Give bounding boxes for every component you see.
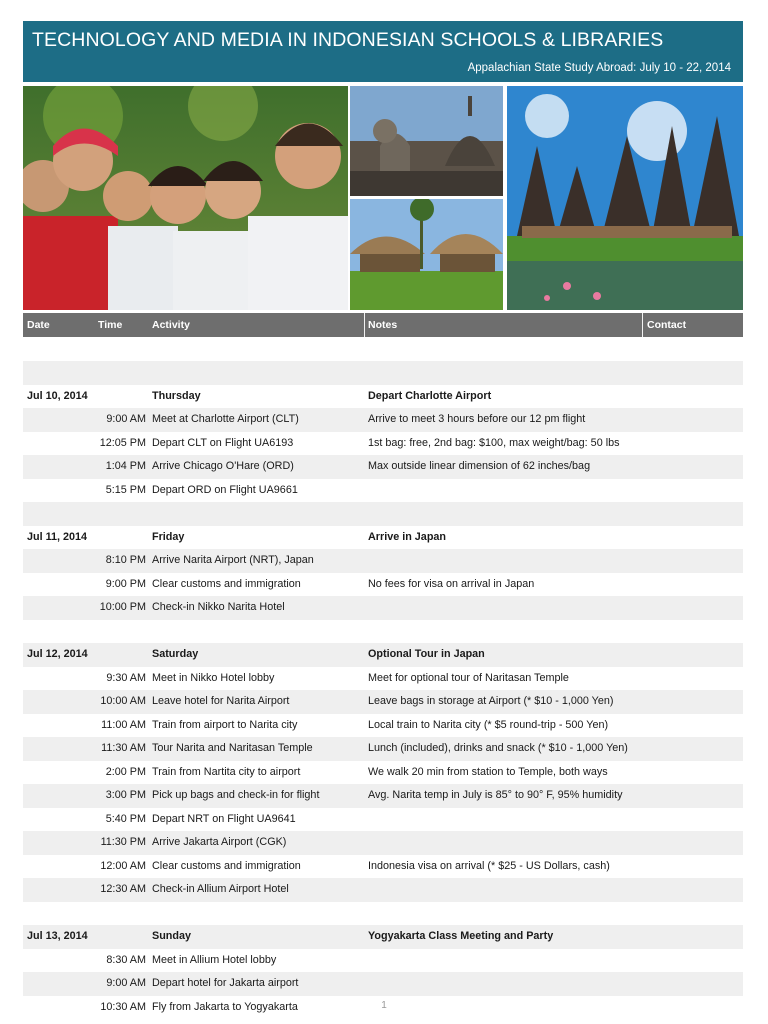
row-time: 2:00 PM [105,765,146,778]
table-row [23,408,743,432]
header-notes: Notes [368,319,398,331]
row-time: 12:00 AM [100,859,146,872]
group-of-children-photo [23,86,348,310]
document-subtitle: Appalachian State Study Abroad: July 10 - 22, 2014 [467,62,731,74]
header-contact: Contact [647,319,687,331]
row-time: 11:00 AM [101,718,146,731]
table-row [23,596,743,620]
row-note: No fees for visa on arrival in Japan [368,577,535,590]
table-row [23,949,743,973]
row-note: Leave bags in storage at Airport (* $10 - 1,000 Yen) [368,695,614,707]
table-row-day [23,643,743,667]
row-time: 5:40 PM [105,812,146,825]
table-row [23,855,743,879]
row-activity: Depart hotel for Jakarta airport [152,977,299,989]
table-row [23,690,743,714]
row-note: We walk 20 min from station to Temple, both ways [368,765,608,778]
table-row [23,573,743,597]
table-row [23,831,743,855]
row-time: 9:00 AM [106,977,146,989]
row-activity: Check-in Nikko Narita Hotel [152,601,285,613]
row-time: 5:15 PM [105,483,146,496]
table-row [23,737,743,761]
table-row-spacer [23,902,743,926]
table-row-day [23,925,743,949]
header-divider [642,313,643,337]
title-banner [23,21,743,82]
row-time: 10:00 PM [99,601,146,613]
header-time: Time [98,319,123,331]
row-note: Local train to Narita city (* $5 round-trip - 500 Yen) [368,718,609,731]
row-note: Lunch (included), drinks and snack (* $10 - 1,000 Yen) [368,742,628,754]
row-note: Indonesia visa on arrival (* $25 - US Dollars, cash) [368,859,610,872]
row-activity: Depart ORD on Flight UA9661 [152,483,298,496]
row-time: 9:00 PM [105,577,146,590]
row-activity: Fly from Jakarta to Yogyakarta [152,1000,298,1013]
row-day-note: Depart Charlotte Airport [368,389,492,402]
row-time: 11:30 PM [100,836,146,848]
document-title: TECHNOLOGY AND MEDIA IN INDONESIAN SCHOOLS & LIBRARIES [32,29,664,51]
table-row [23,432,743,456]
row-activity: Arrive Jakarta Airport (CGK) [152,836,287,848]
table-row [23,455,743,479]
row-activity: Depart CLT on Flight UA6193 [152,436,294,449]
row-time: 8:10 PM [105,554,146,566]
row-activity: Clear customs and immigration [152,577,301,590]
row-activity: Train from Nartita city to airport [152,765,301,778]
borobudur-stupa-photo [350,86,503,196]
itinerary-table [23,361,743,1019]
row-day: Friday [152,530,185,543]
row-date: Jul 12, 2014 [27,648,88,660]
row-time: 8:30 AM [106,953,146,966]
row-time: 1:04 PM [105,460,146,472]
table-row-spacer [23,502,743,526]
row-activity: Tour Narita and Naritasan Temple [152,742,313,754]
row-date: Jul 10, 2014 [27,389,88,402]
table-row-day [23,385,743,409]
thatched-huts-photo [350,199,503,310]
table-row [23,714,743,738]
table-row-spacer [23,620,743,644]
row-activity: Leave hotel for Narita Airport [152,695,290,707]
row-day-note: Yogyakarta Class Meeting and Party [368,930,554,942]
row-date: Jul 11, 2014 [27,530,88,543]
row-activity: Meet in Nikko Hotel lobby [152,671,275,684]
row-date: Jul 13, 2014 [27,930,88,942]
table-header [23,313,743,337]
table-row [23,667,743,691]
row-activity: Arrive Narita Airport (NRT), Japan [152,554,314,566]
row-activity: Arrive Chicago O'Hare (ORD) [152,460,294,472]
row-note: Meet for optional tour of Naritasan Temple [368,671,569,684]
table-row [23,808,743,832]
page-number: 1 [381,1000,387,1011]
table-row [23,784,743,808]
row-activity: Meet in Allium Hotel lobby [152,953,277,966]
row-day: Sunday [152,930,191,942]
table-row [23,972,743,996]
row-note: 1st bag: free, 2nd bag: $100, max weight/bag: 50 lbs [368,436,620,449]
row-note: Avg. Narita temp in July is 85° to 90° F, 95% humidity [368,789,623,801]
row-note: Arrive to meet 3 hours before our 12 pm flight [368,413,586,425]
header-divider [364,313,365,337]
row-note: Max outside linear dimension of 62 inches/bag [368,460,591,472]
header-date: Date [27,319,50,331]
row-time: 12:05 PM [99,436,146,449]
row-time: 10:30 AM [100,1000,146,1013]
row-day-note: Optional Tour in Japan [368,648,485,660]
bali-temple-pagodas-photo [507,86,743,310]
row-time: 9:00 AM [106,413,146,425]
row-activity: Train from airport to Narita city [152,718,298,731]
row-activity: Clear customs and immigration [152,859,301,872]
row-day: Saturday [152,648,199,660]
row-time: 3:00 PM [105,789,146,801]
row-time: 12:30 AM [100,883,146,895]
row-day-note: Arrive in Japan [368,530,447,543]
table-row-spacer [23,361,743,385]
table-row [23,761,743,785]
row-day: Thursday [152,389,201,402]
table-row [23,878,743,902]
row-time: 10:00 AM [100,695,146,707]
row-activity: Depart NRT on Flight UA9641 [152,812,296,825]
row-activity: Pick up bags and check-in for flight [152,789,320,801]
row-time: 11:30 AM [101,742,146,754]
row-activity: Meet at Charlotte Airport (CLT) [152,413,299,425]
table-row [23,549,743,573]
row-time: 9:30 AM [106,671,146,684]
table-row-day [23,526,743,550]
header-activity: Activity [152,319,190,331]
table-row [23,479,743,503]
row-activity: Check-in Allium Airport Hotel [152,883,289,895]
